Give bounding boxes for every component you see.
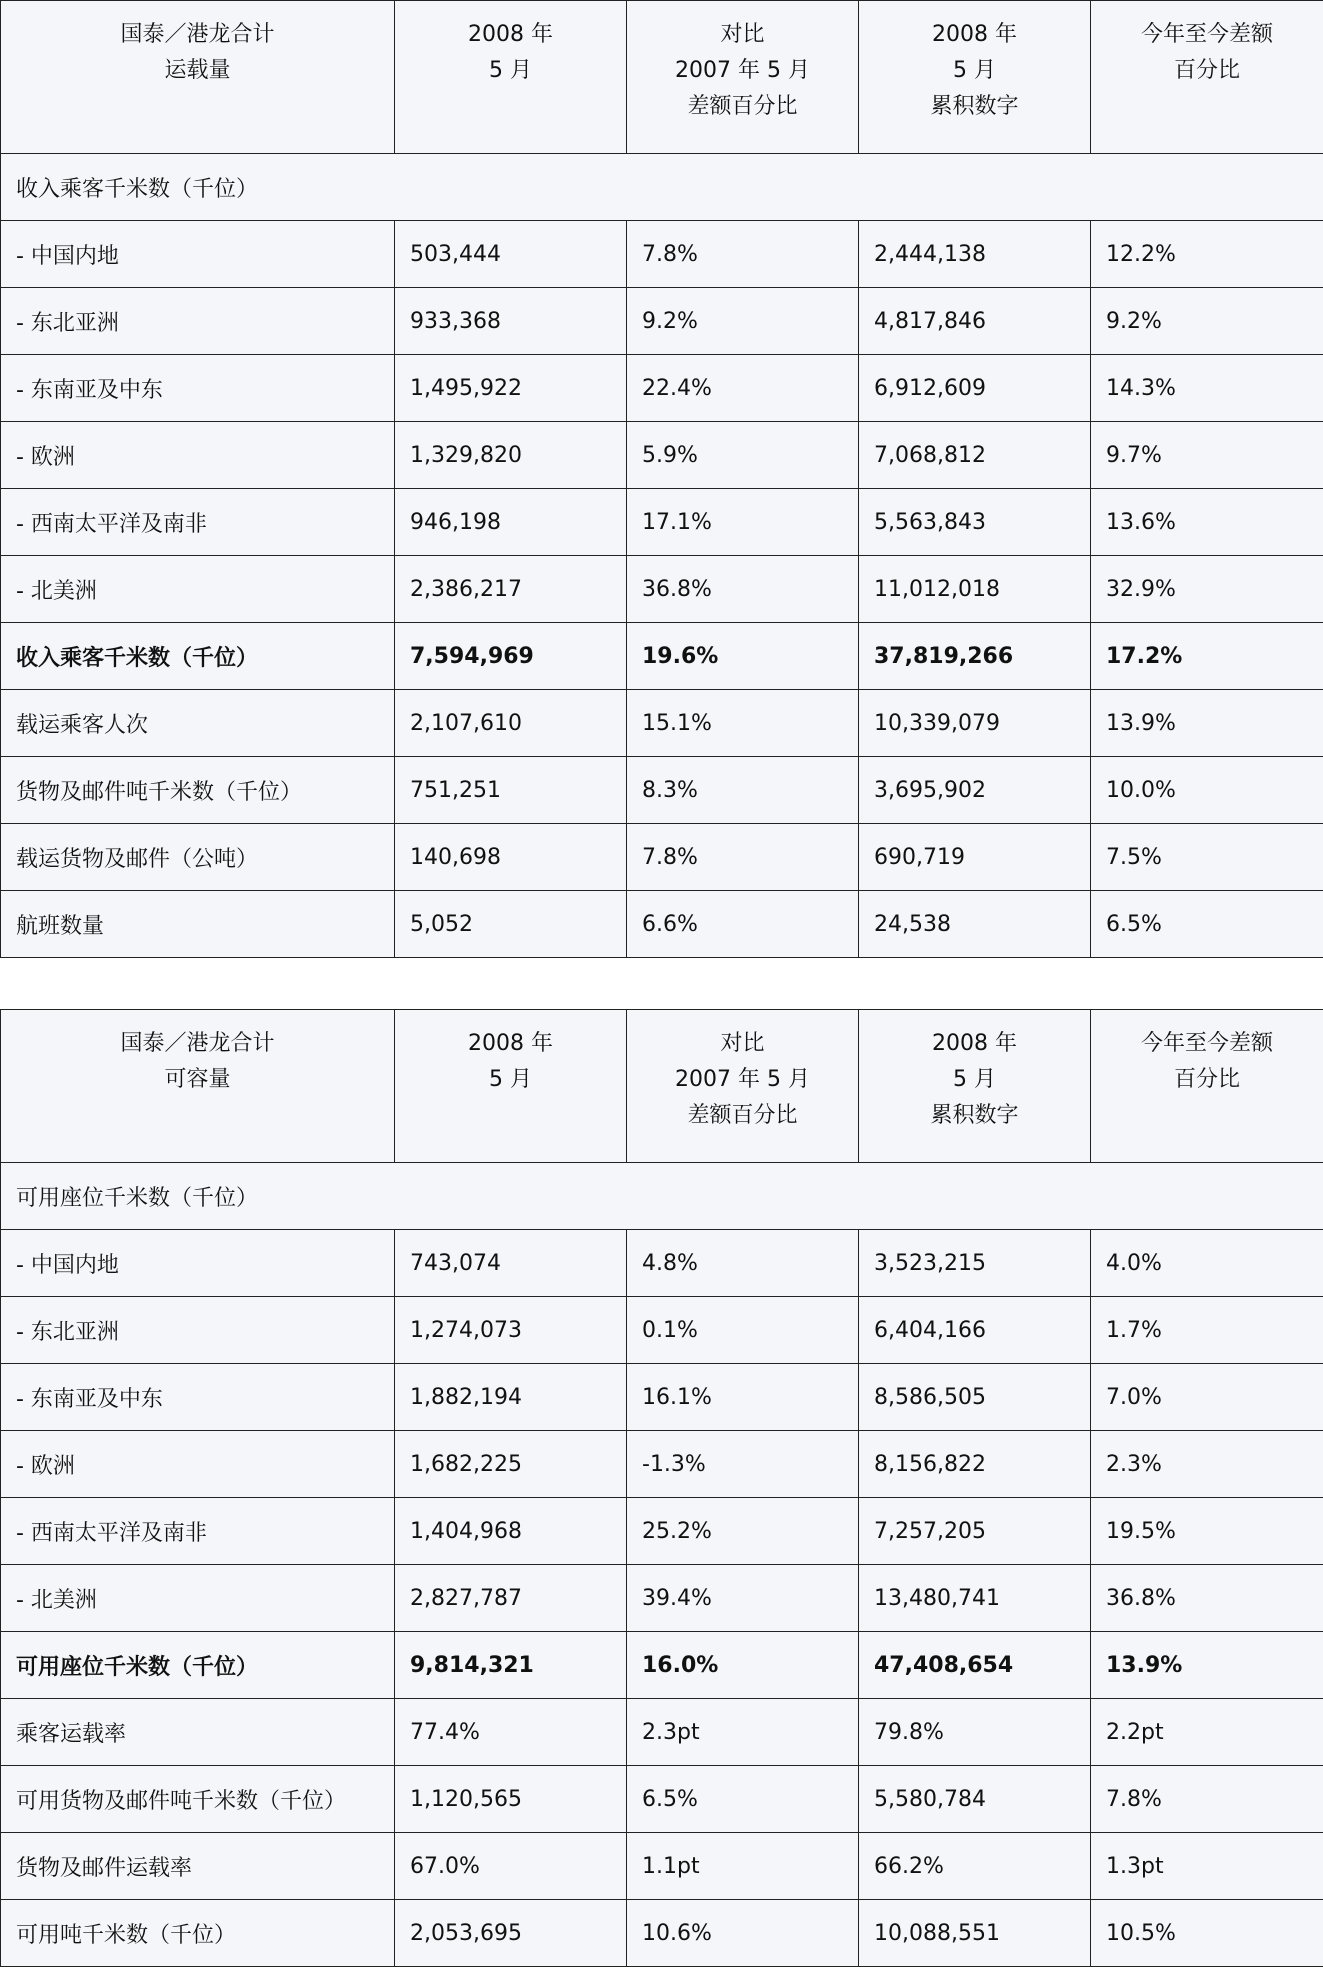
change-value: 2.3pt — [627, 1699, 859, 1766]
header-line: 差额百分比 — [631, 89, 854, 125]
ytd-change-value: 9.7% — [1091, 422, 1323, 489]
ytd-change-value: 17.2% — [1091, 623, 1323, 690]
month-value: 140,698 — [395, 824, 627, 891]
header-cell-ytd — [859, 1, 1091, 154]
ytd-change-value: 1.3pt — [1091, 1833, 1323, 1900]
capacity-table-body — [1, 1010, 1323, 1967]
table-row — [1, 690, 1323, 757]
change-value: 0.1% — [627, 1297, 859, 1364]
header-line: 5 月 — [399, 1062, 622, 1098]
ytd-change-value: 13.9% — [1091, 690, 1323, 757]
row-label: 货物及邮件吨千米数（千位） — [1, 757, 395, 824]
row-label: - 中国内地 — [1, 1230, 395, 1297]
change-value: 9.2% — [627, 288, 859, 355]
ytd-value: 8,586,505 — [859, 1364, 1091, 1431]
table-row — [1, 556, 1323, 623]
row-label: - 西南太平洋及南非 — [1, 1498, 395, 1565]
table-row — [1, 891, 1323, 958]
ytd-value: 6,404,166 — [859, 1297, 1091, 1364]
ytd-value: 2,444,138 — [859, 221, 1091, 288]
change-value: 1.1pt — [627, 1833, 859, 1900]
ytd-change-value: 2.2pt — [1091, 1699, 1323, 1766]
header-line: 今年至今差额 — [1095, 17, 1319, 53]
ytd-value: 8,156,822 — [859, 1431, 1091, 1498]
ytd-value: 24,538 — [859, 891, 1091, 958]
month-value: 1,682,225 — [395, 1431, 627, 1498]
table-row — [1, 489, 1323, 556]
table-row — [1, 422, 1323, 489]
header-line: 国泰／港龙合计 — [5, 1026, 390, 1062]
month-value: 9,814,321 — [395, 1632, 627, 1699]
table-row — [1, 1900, 1323, 1967]
row-label: 可用座位千米数（千位） — [1, 1632, 395, 1699]
ytd-change-value: 12.2% — [1091, 221, 1323, 288]
header-cell-change — [627, 1010, 859, 1163]
change-value: 16.1% — [627, 1364, 859, 1431]
header-line: 对比 — [631, 17, 854, 53]
header-cell-month — [395, 1010, 627, 1163]
table-row — [1, 1364, 1323, 1431]
header-line: 差额百分比 — [631, 1098, 854, 1134]
change-value: 36.8% — [627, 556, 859, 623]
ytd-value: 3,695,902 — [859, 757, 1091, 824]
table-row — [1, 1230, 1323, 1297]
row-label: 航班数量 — [1, 891, 395, 958]
header-line: 百分比 — [1095, 1062, 1319, 1098]
month-value: 2,107,610 — [395, 690, 627, 757]
ytd-value: 5,563,843 — [859, 489, 1091, 556]
table-row — [1, 1632, 1323, 1699]
change-value: 6.6% — [627, 891, 859, 958]
row-label: - 欧洲 — [1, 422, 395, 489]
section-label: 收入乘客千米数（千位） — [1, 154, 1323, 221]
ytd-change-value: 4.0% — [1091, 1230, 1323, 1297]
row-label: 收入乘客千米数（千位） — [1, 623, 395, 690]
row-label: 载运乘客人次 — [1, 690, 395, 757]
row-label: - 中国内地 — [1, 221, 395, 288]
table-row — [1, 1833, 1323, 1900]
ytd-value: 13,480,741 — [859, 1565, 1091, 1632]
table-row — [1, 355, 1323, 422]
section-label: 可用座位千米数（千位） — [1, 1163, 1323, 1230]
traffic-header-row — [1, 1, 1323, 154]
capacity-header-row — [1, 1010, 1323, 1163]
row-label: 可用货物及邮件吨千米数（千位） — [1, 1766, 395, 1833]
ytd-change-value: 36.8% — [1091, 1565, 1323, 1632]
ytd-change-value: 10.5% — [1091, 1900, 1323, 1967]
row-label: - 东北亚洲 — [1, 288, 395, 355]
month-value: 1,882,194 — [395, 1364, 627, 1431]
header-cell-metric — [1, 1, 395, 154]
traffic-section-row — [1, 154, 1323, 221]
ytd-change-value: 32.9% — [1091, 556, 1323, 623]
ytd-change-value: 9.2% — [1091, 288, 1323, 355]
header-line: 今年至今差额 — [1095, 1026, 1319, 1062]
header-line: 5 月 — [863, 53, 1086, 89]
ytd-change-value: 1.7% — [1091, 1297, 1323, 1364]
header-cell-ytd — [859, 1010, 1091, 1163]
month-value: 7,594,969 — [395, 623, 627, 690]
month-value: 751,251 — [395, 757, 627, 824]
ytd-value: 6,912,609 — [859, 355, 1091, 422]
ytd-value: 690,719 — [859, 824, 1091, 891]
row-label: 货物及邮件运载率 — [1, 1833, 395, 1900]
table-row — [1, 1565, 1323, 1632]
header-line: 运载量 — [5, 53, 390, 89]
capacity-section-row — [1, 1163, 1323, 1230]
month-value: 946,198 — [395, 489, 627, 556]
traffic-table — [0, 0, 1323, 958]
ytd-value: 37,819,266 — [859, 623, 1091, 690]
month-value: 2,053,695 — [395, 1900, 627, 1967]
change-value: 7.8% — [627, 221, 859, 288]
ytd-value: 11,012,018 — [859, 556, 1091, 623]
ytd-value: 47,408,654 — [859, 1632, 1091, 1699]
ytd-value: 3,523,215 — [859, 1230, 1091, 1297]
header-line: 5 月 — [863, 1062, 1086, 1098]
traffic-table-body — [1, 1, 1323, 958]
change-value: 16.0% — [627, 1632, 859, 1699]
row-label: - 东南亚及中东 — [1, 355, 395, 422]
ytd-change-value: 13.9% — [1091, 1632, 1323, 1699]
row-label: - 西南太平洋及南非 — [1, 489, 395, 556]
change-value: 10.6% — [627, 1900, 859, 1967]
ytd-value: 4,817,846 — [859, 288, 1091, 355]
row-label: 乘客运载率 — [1, 1699, 395, 1766]
table-row — [1, 288, 1323, 355]
header-cell-month — [395, 1, 627, 154]
ytd-change-value: 2.3% — [1091, 1431, 1323, 1498]
ytd-value: 79.8% — [859, 1699, 1091, 1766]
header-line: 5 月 — [399, 53, 622, 89]
header-cell-ytd-change — [1091, 1010, 1323, 1163]
month-value: 1,274,073 — [395, 1297, 627, 1364]
ytd-change-value: 7.0% — [1091, 1364, 1323, 1431]
header-line: 2008 年 — [863, 1026, 1086, 1062]
month-value: 77.4% — [395, 1699, 627, 1766]
ytd-change-value: 13.6% — [1091, 489, 1323, 556]
row-label: 可用吨千米数（千位） — [1, 1900, 395, 1967]
table-row — [1, 1297, 1323, 1364]
month-value: 743,074 — [395, 1230, 627, 1297]
change-value: -1.3% — [627, 1431, 859, 1498]
row-label: - 东北亚洲 — [1, 1297, 395, 1364]
month-value: 5,052 — [395, 891, 627, 958]
table-row — [1, 1431, 1323, 1498]
table-row — [1, 1498, 1323, 1565]
table-row — [1, 1699, 1323, 1766]
table-row — [1, 824, 1323, 891]
month-value: 933,368 — [395, 288, 627, 355]
header-line: 可容量 — [5, 1062, 390, 1098]
ytd-value: 10,088,551 — [859, 1900, 1091, 1967]
ytd-value: 10,339,079 — [859, 690, 1091, 757]
header-line: 国泰／港龙合计 — [5, 17, 390, 53]
change-value: 7.8% — [627, 824, 859, 891]
month-value: 503,444 — [395, 221, 627, 288]
ytd-change-value: 6.5% — [1091, 891, 1323, 958]
header-line: 2008 年 — [863, 17, 1086, 53]
header-line: 2007 年 5 月 — [631, 1062, 854, 1098]
ytd-change-value: 7.8% — [1091, 1766, 1323, 1833]
change-value: 5.9% — [627, 422, 859, 489]
month-value: 1,495,922 — [395, 355, 627, 422]
row-label: - 北美洲 — [1, 1565, 395, 1632]
ytd-value: 7,068,812 — [859, 422, 1091, 489]
header-cell-change — [627, 1, 859, 154]
ytd-value: 5,580,784 — [859, 1766, 1091, 1833]
change-value: 15.1% — [627, 690, 859, 757]
change-value: 6.5% — [627, 1766, 859, 1833]
header-line: 2007 年 5 月 — [631, 53, 854, 89]
month-value: 2,386,217 — [395, 556, 627, 623]
header-line: 2008 年 — [399, 1026, 622, 1062]
ytd-change-value: 10.0% — [1091, 757, 1323, 824]
change-value: 17.1% — [627, 489, 859, 556]
change-value: 22.4% — [627, 355, 859, 422]
change-value: 19.6% — [627, 623, 859, 690]
month-value: 1,120,565 — [395, 1766, 627, 1833]
month-value: 2,827,787 — [395, 1565, 627, 1632]
change-value: 4.8% — [627, 1230, 859, 1297]
ytd-change-value: 14.3% — [1091, 355, 1323, 422]
row-label: - 东南亚及中东 — [1, 1364, 395, 1431]
table-row — [1, 623, 1323, 690]
capacity-table — [0, 1009, 1323, 1967]
header-cell-metric — [1, 1010, 395, 1163]
change-value: 8.3% — [627, 757, 859, 824]
header-cell-ytd-change — [1091, 1, 1323, 154]
table-row — [1, 1766, 1323, 1833]
month-value: 67.0% — [395, 1833, 627, 1900]
table-row — [1, 221, 1323, 288]
change-value: 39.4% — [627, 1565, 859, 1632]
header-line: 累积数字 — [863, 89, 1086, 125]
header-line: 对比 — [631, 1026, 854, 1062]
ytd-value: 66.2% — [859, 1833, 1091, 1900]
row-label: 载运货物及邮件（公吨） — [1, 824, 395, 891]
header-line: 百分比 — [1095, 53, 1319, 89]
row-label: - 北美洲 — [1, 556, 395, 623]
ytd-value: 7,257,205 — [859, 1498, 1091, 1565]
header-line: 2008 年 — [399, 17, 622, 53]
month-value: 1,404,968 — [395, 1498, 627, 1565]
ytd-change-value: 7.5% — [1091, 824, 1323, 891]
month-value: 1,329,820 — [395, 422, 627, 489]
header-line: 累积数字 — [863, 1098, 1086, 1134]
change-value: 25.2% — [627, 1498, 859, 1565]
ytd-change-value: 19.5% — [1091, 1498, 1323, 1565]
table-row — [1, 757, 1323, 824]
row-label: - 欧洲 — [1, 1431, 395, 1498]
